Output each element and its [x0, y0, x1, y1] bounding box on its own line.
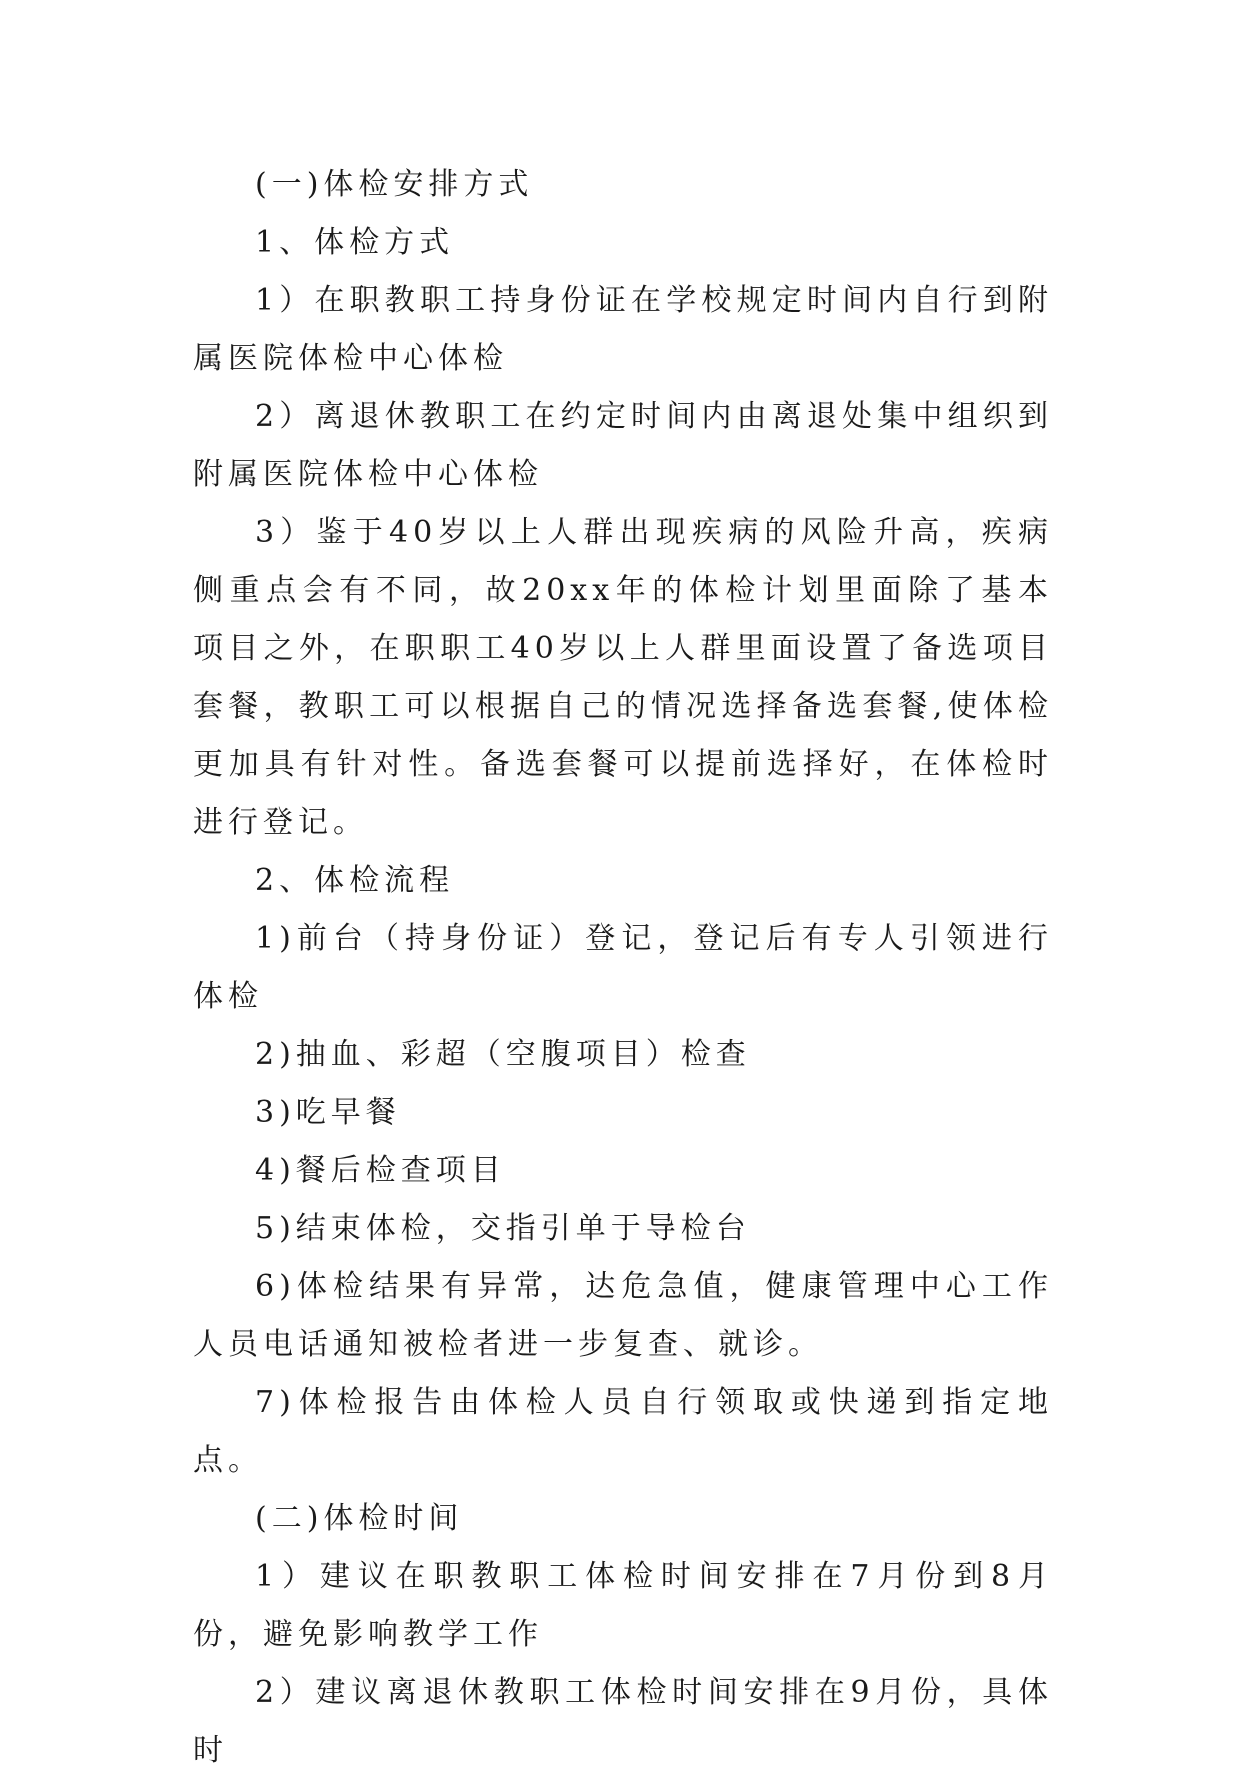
- paragraph-process-3: 3)吃早餐: [255, 1095, 401, 1130]
- paragraph-method-3: 3）鉴于40岁以上人群出现疾病的风险升高，疾病侧重点会有不同，故20xx年的体检计划里面除了基本项目之外，在职职工40岁以上人群里面设置了备选项目套餐，教职工可以根据自己的情况选择备选套餐,使体检更加具有针对性。备选套餐可以提前选择好，在体检时进行登记。: [193, 515, 1053, 840]
- paragraph-process-1: 1)前台（持身份证）登记，登记后有专人引领进行体检: [193, 921, 1053, 1014]
- subheading-method: 1、体检方式: [255, 225, 455, 260]
- paragraph-process-4: 4)餐后检查项目: [255, 1153, 506, 1188]
- paragraph-process-7: 7)体检报告由体检人员自行领取或快递到指定地点。: [193, 1385, 1053, 1478]
- paragraph-process-2: 2)抽血、彩超（空腹项目）检查: [255, 1037, 751, 1072]
- paragraph-time-1: 1）建议在职教职工体检时间安排在7月份到8月份，避免影响教学工作: [193, 1559, 1053, 1652]
- paragraph-method-2: 2）离退休教职工在约定时间内由离退处集中组织到附属医院体检中心体检: [193, 399, 1053, 492]
- subheading-process: 2、体检流程: [255, 863, 455, 898]
- document-body: [193, 156, 1053, 1780]
- paragraph-time-2: 2）建议离退休教职工体检时间安排在9月份，具体时: [193, 1675, 1053, 1768]
- paragraph-method-1: 1）在职教职工持身份证在学校规定时间内自行到附属医院体检中心体检: [193, 283, 1053, 376]
- paragraph-process-5: 5)结束体检，交指引单于导检台: [255, 1211, 751, 1246]
- section-heading-time: (二)体检时间: [255, 1501, 464, 1536]
- paragraph-process-6: 6)体检结果有异常，达危急值，健康管理中心工作人员电话通知被检者进一步复查、就诊。: [193, 1269, 1053, 1362]
- section-heading-arrangement: (一)体检安排方式: [255, 167, 534, 202]
